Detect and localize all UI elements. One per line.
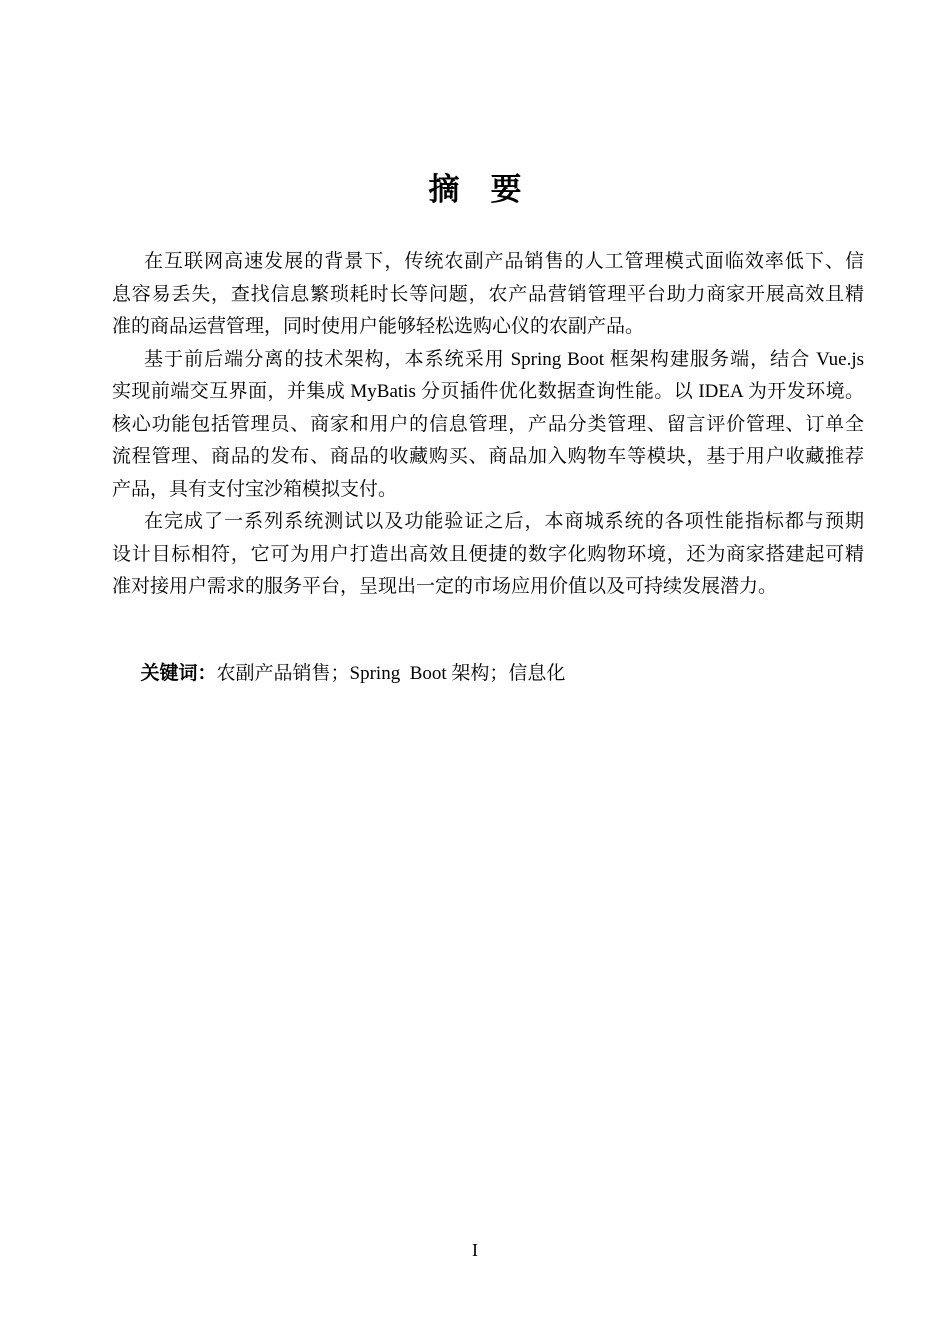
text-line: 设计目标相符，它可为用户打造出高效且便捷的数字化购物环境，还为商家搭建起可精 xyxy=(112,543,864,565)
keywords-line xyxy=(112,626,864,724)
text-line: 息容易丢失，查找信息繁琐耗时长等问题，农产品营销管理平台助力商家开展高效且精 xyxy=(112,283,864,305)
keywords-label: 关键词： xyxy=(140,663,217,684)
abstract-paragraph-2 xyxy=(112,344,864,507)
text-line: 产品，具有支付宝沙箱模拟支付。 xyxy=(112,478,398,500)
text-line: 准对接用户需求的服务平台，呈现出一定的市场应用价值以及可持续发展潜力。 xyxy=(112,576,778,597)
text-line: 核心功能包括管理员、商家和用户的信息管理，产品分类管理、留言评价管理、订单全 xyxy=(112,413,864,435)
abstract-body xyxy=(112,246,864,723)
text-line: 准的商品运营管理，同时使用户能够轻松选购心仪的农副产品。 xyxy=(112,316,645,337)
keywords-text: 农副产品销售；Spring Boot 架构；信息化 xyxy=(216,663,566,684)
text-line: 基于前后端分离的技术架构，本系统采用 Spring Boot 框架构建服务端，结合 Vue.js xyxy=(144,348,864,370)
abstract-paragraph-1 xyxy=(112,246,864,344)
text-line: 在完成了一系列系统测试以及功能验证之后，本商城系统的各项性能指标都与预期 xyxy=(144,511,864,532)
abstract-paragraph-3 xyxy=(112,506,864,604)
text-line: 流程管理、商品的发布、商品的收藏购买、商品加入购物车等模块，基于用户收藏推荐 xyxy=(112,446,864,467)
page-number: I xyxy=(472,1240,478,1260)
text-line: 实现前端交互界面，并集成 MyBatis 分页插件优化数据查询性能。以 IDEA 为开发环境。 xyxy=(112,381,864,402)
page-title: 摘 要 xyxy=(428,172,522,207)
text-line: 在互联网高速发展的背景下，传统农副产品销售的人工管理模式面临效率低下、信 xyxy=(144,251,864,272)
